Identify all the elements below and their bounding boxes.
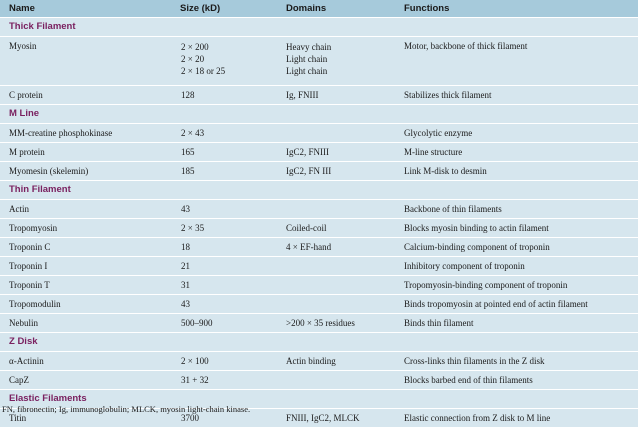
domain-value: IgC2, FN III (286, 166, 332, 176)
domain-value: FNIII, IgC2, MLCK (286, 413, 360, 423)
table-row (0, 143, 638, 162)
domain-value: 4 × EF-hand (286, 242, 332, 252)
protein-function: Backbone of thin filaments (395, 200, 638, 219)
size-value: 2 × 200 (181, 42, 209, 52)
table-row (0, 124, 638, 143)
section-row (0, 105, 638, 124)
protein-size (171, 276, 277, 295)
table-row (0, 257, 638, 276)
protein-size (171, 295, 277, 314)
protein-size (171, 143, 277, 162)
protein-size (171, 352, 277, 371)
protein-function: Inhibitory component of troponin (395, 257, 638, 276)
section-title: Thin Filament (0, 181, 638, 200)
size-value: 18 (181, 242, 190, 252)
protein-function: Blocks barbed end of thin filaments (395, 371, 638, 390)
section-row (0, 181, 638, 200)
size-value: 500–900 (181, 318, 213, 328)
section-title: Z Disk (0, 333, 638, 352)
protein-name: M protein (0, 143, 171, 162)
table-body (0, 18, 638, 428)
header-name: Name (0, 0, 171, 18)
table-row (0, 162, 638, 181)
header-size: Size (kD) (171, 0, 277, 18)
protein-name: CapZ (0, 371, 171, 390)
protein-size (171, 238, 277, 257)
table-row (0, 314, 638, 333)
protein-domains (277, 352, 395, 371)
size-value: 2 × 35 (181, 223, 205, 233)
protein-domains (277, 200, 395, 219)
protein-domains (277, 409, 395, 428)
protein-name: Titin (0, 409, 171, 428)
protein-domains (277, 238, 395, 257)
domain-value: >200 × 35 residues (286, 318, 355, 328)
protein-domains (277, 314, 395, 333)
protein-name: C protein (0, 86, 171, 105)
protein-function: Link M-disk to desmin (395, 162, 638, 181)
table-row (0, 37, 638, 86)
size-value: 31 (181, 280, 190, 290)
protein-domains (277, 86, 395, 105)
table-header (0, 0, 638, 18)
protein-function: Cross-links thin filaments in the Z disk (395, 352, 638, 371)
size-value: 43 (181, 299, 190, 309)
protein-name: Nebulin (0, 314, 171, 333)
protein-function: Binds tropomyosin at pointed end of actin filament (395, 295, 638, 314)
protein-name: Troponin T (0, 276, 171, 295)
protein-name: Tropomyosin (0, 219, 171, 238)
protein-domains (277, 257, 395, 276)
protein-function: Glycolytic enzyme (395, 124, 638, 143)
protein-name: Myosin (0, 37, 171, 86)
table-row (0, 200, 638, 219)
header-row (0, 0, 638, 18)
protein-domains (277, 276, 395, 295)
size-value: 185 (181, 166, 195, 176)
domain-value: Heavy chain (286, 42, 332, 52)
size-value: 2 × 43 (181, 128, 205, 138)
protein-function: Stabilizes thick filament (395, 86, 638, 105)
protein-function: Blocks myosin binding to actin filament (395, 219, 638, 238)
protein-domains (277, 295, 395, 314)
protein-name: α-Actinin (0, 352, 171, 371)
domain-value: Ig, FNIII (286, 90, 319, 100)
domain-value: IgC2, FNIII (286, 147, 329, 157)
section-row (0, 18, 638, 37)
size-value: 128 (181, 90, 195, 100)
table-row (0, 219, 638, 238)
protein-size (171, 219, 277, 238)
domain-value: Actin binding (286, 356, 336, 366)
header-functions: Functions (395, 0, 638, 18)
protein-size (171, 124, 277, 143)
protein-function: Binds thin filament (395, 314, 638, 333)
size-value: 21 (181, 261, 190, 271)
domain-value: Light chain (286, 54, 328, 64)
table-row (0, 371, 638, 390)
protein-name: Troponin C (0, 238, 171, 257)
size-value: 3700 (181, 413, 199, 423)
protein-size (171, 37, 277, 86)
protein-domains (277, 37, 395, 86)
table-row (0, 352, 638, 371)
protein-size (171, 257, 277, 276)
protein-function: Calcium-binding component of troponin (395, 238, 638, 257)
section-title: Elastic Filaments (0, 390, 638, 409)
protein-function: M-line structure (395, 143, 638, 162)
table-row (0, 276, 638, 295)
size-value: 2 × 18 or 25 (181, 66, 226, 76)
size-value: 31 + 32 (181, 375, 209, 385)
protein-size (171, 162, 277, 181)
protein-name: Actin (0, 200, 171, 219)
size-value: 2 × 100 (181, 356, 209, 366)
domain-value: Light chain (286, 66, 328, 76)
protein-name: Myomesin (skelemin) (0, 162, 171, 181)
protein-name: Troponin I (0, 257, 171, 276)
protein-domains (277, 219, 395, 238)
table-row (0, 86, 638, 105)
protein-size (171, 371, 277, 390)
protein-size (171, 314, 277, 333)
size-value: 43 (181, 204, 190, 214)
protein-function: Tropomyosin-binding component of troponin (395, 276, 638, 295)
section-row (0, 333, 638, 352)
size-value: 2 × 20 (181, 54, 205, 64)
protein-size (171, 86, 277, 105)
size-value: 165 (181, 147, 195, 157)
protein-domains (277, 143, 395, 162)
domain-value: Coiled-coil (286, 223, 327, 233)
section-title: Thick Filament (0, 18, 638, 37)
footnote: FN, fibronectin; Ig, immunoglobulin; MLCK, myosin light-chain kinase. (2, 404, 251, 414)
table-row (0, 295, 638, 314)
protein-size (171, 200, 277, 219)
section-title: M Line (0, 105, 638, 124)
table-row (0, 238, 638, 257)
protein-function: Elastic connection from Z disk to M line (395, 409, 638, 428)
protein-function: Motor, backbone of thick filament (395, 37, 638, 86)
header-domains: Domains (277, 0, 395, 18)
protein-domains (277, 371, 395, 390)
protein-domains (277, 162, 395, 181)
protein-domains (277, 124, 395, 143)
protein-name: Tropomodulin (0, 295, 171, 314)
protein-name: MM-creatine phosphokinase (0, 124, 171, 143)
